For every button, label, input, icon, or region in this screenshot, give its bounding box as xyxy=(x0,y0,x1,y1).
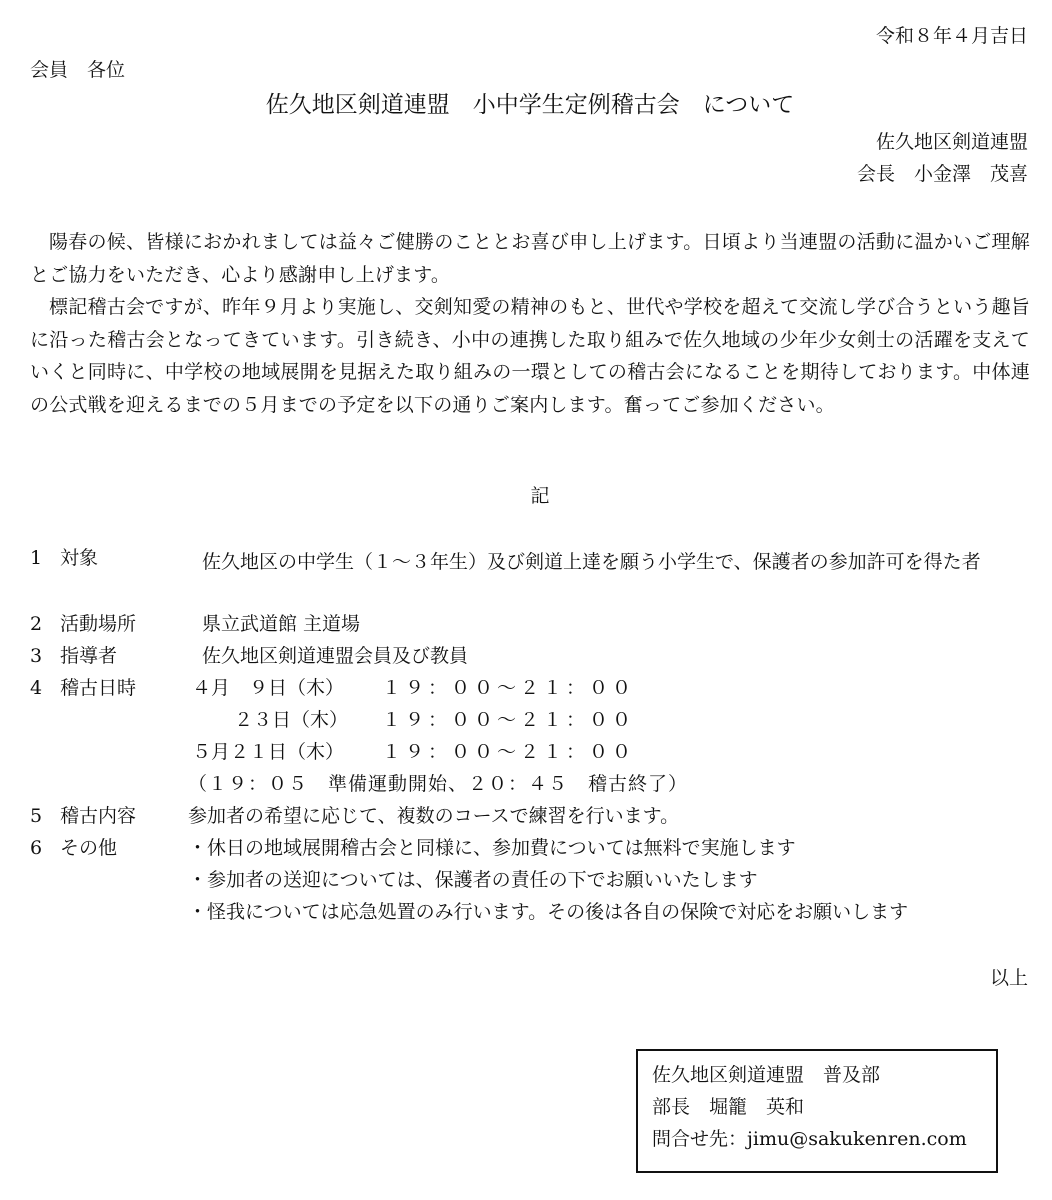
item-value: 佐久地区剣道連盟会員及び教員 xyxy=(202,645,469,667)
item-value: 県立武道館 主道場 xyxy=(202,613,361,635)
contact-dept: 佐久地区剣道連盟 普及部 xyxy=(652,1064,881,1086)
schedule-time: １９：００～２１：００ xyxy=(382,709,636,731)
schedule-date: ２３日（木） xyxy=(234,709,349,731)
bullet-item: ・参加者の送迎については、保護者の責任の下でお願いいたします xyxy=(188,869,758,891)
schedule-time: １９：００～２１：００ xyxy=(382,741,636,763)
document-date: 令和８年４月吉日 xyxy=(875,25,1028,47)
schedule-date: ４月 ９日（木） xyxy=(192,677,345,699)
schedule-time: １９：００～２１：００ xyxy=(382,677,636,699)
bullet-item: ・怪我については応急処置のみ行います。その後は各自の保険で対応をお願いします xyxy=(188,901,909,923)
closing-mark: 以上 xyxy=(989,967,1028,989)
addressee: 会員 各位 xyxy=(30,59,126,81)
body-paragraph: 標記稽古会ですが、昨年９月より実施し、交剣知愛の精神のもと、世代や学校を超えて交流し学び合うという趣旨に沿った稽古会となってきています。引き続き、小中の連携した取り組みで佐久地域の少年少女剣士の活躍を支えていくと同時に、中学校の地域展開を見据えた取り組みの一環としての稽古会になることを期待しております。中体連の公式戦を迎えるまでの５月までの予定を以下の通りご案内します。奮ってご参加ください。 xyxy=(30,296,1030,416)
item-value: 佐久地区の中学生（１～３年生）及び剣道上達を願う小学生で、保護者の参加許可を得た者 xyxy=(202,551,981,573)
item-number: 1 xyxy=(30,547,43,569)
item-label: その他 xyxy=(60,837,118,859)
item-label: 指導者 xyxy=(60,645,118,667)
contact-inquiry: 問合せ先：jimu@sakukenren.com xyxy=(652,1128,967,1150)
item-label: 稽古日時 xyxy=(60,677,137,699)
item-number: 2 xyxy=(30,613,43,635)
item-number: 4 xyxy=(30,677,43,699)
ki-heading: 記 xyxy=(530,485,550,507)
body-text xyxy=(30,226,1030,421)
item-number: 3 xyxy=(30,645,43,667)
item-number: 6 xyxy=(30,837,43,859)
sender-president: 会長 小金澤 茂喜 xyxy=(856,163,1028,185)
item-value: 参加者の希望に応じて、複数のコースで練習を行います。 xyxy=(188,805,680,827)
item-label: 対象 xyxy=(60,547,99,569)
schedule-date: ５月２１日（木） xyxy=(192,741,345,763)
sender-organization: 佐久地区剣道連盟 xyxy=(875,131,1028,153)
document-title: 佐久地区剣道連盟 小中学生定例稽古会 について xyxy=(265,92,795,118)
contact-box xyxy=(636,1049,998,1173)
bullet-item: ・休日の地域展開稽古会と同様に、参加費については無料で実施します xyxy=(188,837,796,859)
item-label: 稽古内容 xyxy=(60,805,137,827)
item-number: 5 xyxy=(30,805,43,827)
schedule-note: （１９：０５ 準備運動開始、２０：４５ 稽古終了） xyxy=(188,773,689,795)
body-paragraph: 陽春の候、皆様におかれましては益々ご健勝のこととお喜び申し上げます。日頃より当連盟の活動に温かいご理解とご協力をいただき、心より感謝申し上げます。 xyxy=(30,231,1030,286)
item-label: 活動場所 xyxy=(60,613,137,635)
contact-head: 部長 堀籠 英和 xyxy=(652,1096,805,1118)
